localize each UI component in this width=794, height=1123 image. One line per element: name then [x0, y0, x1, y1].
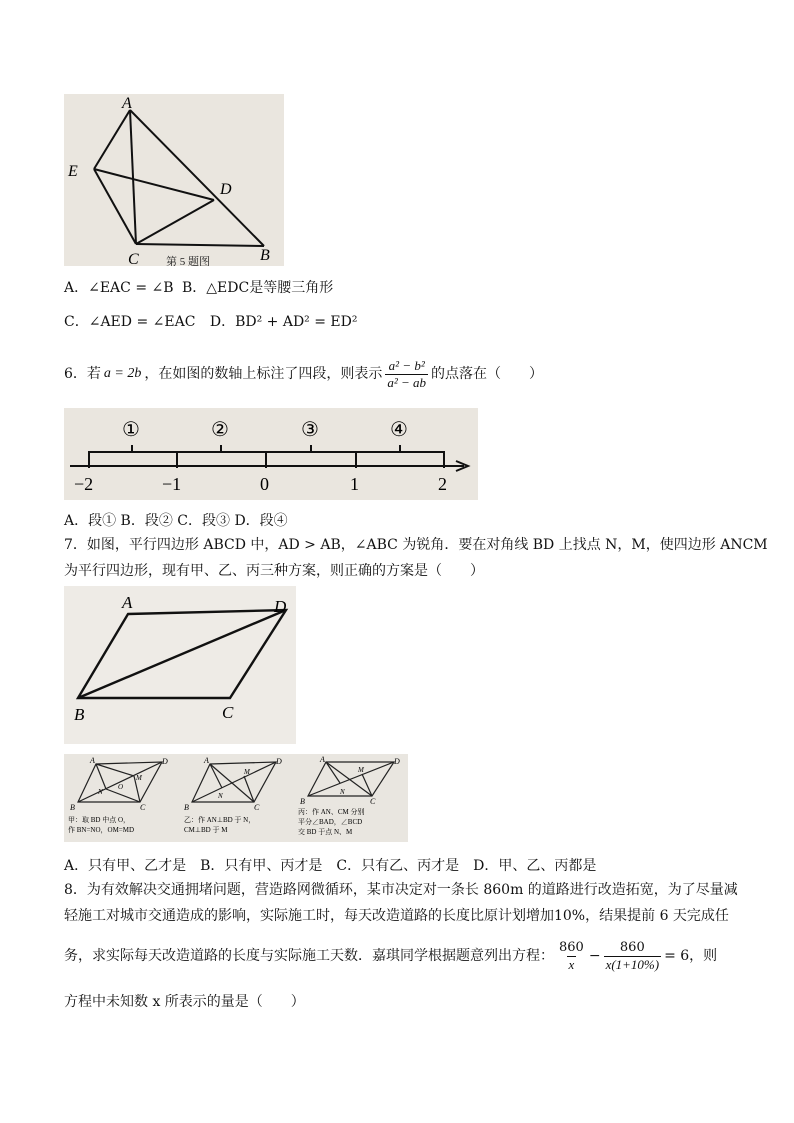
tick-label-1: 1 [350, 474, 359, 494]
svg-text:D: D [162, 757, 168, 766]
q8-equation-frac2 [604, 940, 662, 973]
scheme-yi-diagram [182, 756, 294, 840]
q6-numberline-figure [64, 408, 478, 500]
q5-label-b: B [260, 247, 270, 264]
segment-label-4: ④ [390, 419, 408, 441]
scheme-bing-diagram [296, 756, 408, 840]
segment-label-2: ② [211, 419, 229, 441]
q8-line3-prefix: 务，求实际每天改造道路的长度与实际施工天数．嘉琪同学根据题意列出方程： [64, 948, 554, 964]
svg-text:D: D [394, 757, 400, 766]
svg-text:A: A [320, 756, 325, 764]
q5-label-c: C [128, 251, 139, 266]
q7-label-a: A [122, 593, 133, 612]
q6-options: A．段① B．段② C．段③ D．段④ [64, 513, 288, 529]
q8-equation-rhs: = 6，则 [664, 948, 718, 964]
q8-frac2-numerator: 860 [619, 939, 645, 955]
q8-frac1-numerator: 860 [559, 939, 584, 955]
q8-frac2-denominator: x(1+10%) [605, 956, 660, 972]
svg-text:M: M [358, 766, 364, 774]
q5-triangle-diagram [64, 94, 284, 266]
q6-condition: a = 2b [103, 366, 142, 381]
q6-frac-denominator: a² − ab [387, 374, 427, 390]
q8-stem-line3 [64, 936, 717, 976]
q5-option-b: B．△EDC是等腰三角形 [182, 280, 334, 296]
tick-label-neg2: −2 [74, 474, 94, 494]
q8-stem-line4: 方程中未知数 x 所表示的量是（ ） [64, 994, 305, 1010]
q5-options-line1 [64, 278, 333, 298]
svg-text:A: A [204, 756, 209, 765]
scheme-yi-text2: CM⊥BD 于 M [184, 826, 228, 834]
q6-suffix: 的点落在（ ） [431, 366, 544, 382]
q7-label-d: D [274, 597, 287, 616]
number-line [64, 408, 478, 500]
svg-text:M: M [244, 768, 250, 776]
q6-fraction [385, 358, 428, 391]
q5-options-line2 [64, 312, 357, 332]
scheme-bing-text1: 丙：作 AN、CM 分别 [298, 808, 365, 816]
q7-label-b: B [74, 705, 85, 724]
svg-text:B: B [184, 803, 189, 812]
q7-label-c: C [222, 703, 234, 722]
q8-stem-line2: 轻施工对城市交通造成的影响，实际施工时，每天改造道路的长度比原计划增加10%，结果提前 6 天完成任 [64, 908, 729, 924]
svg-text:N: N [218, 792, 223, 800]
svg-text:D: D [276, 757, 282, 766]
parallelogram-diagram [64, 586, 296, 744]
q8-stem-line1: 8．为有效解决交通拥堵问题，营造路网微循环，某市决定对一条长 860m 的道路进行改造拓宽，为了尽量减 [64, 882, 738, 898]
scheme-jia-text2: 作 BN=NO，OM=MD [68, 826, 135, 834]
svg-text:C: C [140, 803, 146, 812]
scheme-bing-text3: 交 BD 于点 N、M [298, 828, 353, 836]
q8-equation-frac1 [557, 940, 586, 973]
q8-minus: − [588, 948, 601, 964]
q6-stem [64, 356, 543, 392]
q5-label-a: A [122, 95, 132, 112]
segment-label-3: ③ [301, 419, 319, 441]
svg-text:O: O [118, 783, 124, 791]
q7-schemes-figure [64, 754, 408, 842]
svg-text:B: B [300, 797, 305, 806]
tick-label-neg1: −1 [162, 474, 182, 494]
q6-prefix: 6．若 [64, 366, 101, 382]
q6-middle: ，在如图的数轴上标注了四段，则表示 [144, 366, 383, 382]
q5-figure [64, 94, 284, 266]
svg-text:N: N [98, 788, 103, 796]
q8-frac1-denominator: x [568, 956, 575, 972]
svg-text:M: M [136, 774, 142, 782]
tick-label-0: 0 [260, 474, 269, 494]
q5-label-e: E [68, 163, 78, 180]
q7-parallelogram-figure [64, 586, 296, 744]
q5-option-a: A．∠EAC = ∠B [64, 280, 174, 296]
q7-stem-line1: 7．如图，平行四边形 ABCD 中，AD > AB，∠ABC 为锐角．要在对角线 BD 上找点 N，M，使四边形 ANCM [64, 537, 768, 553]
svg-text:A: A [90, 756, 95, 765]
svg-text:C: C [370, 797, 376, 806]
q7-options: A．只有甲、乙才是 B．只有甲、丙才是 C．只有乙、丙才是 D．甲、乙、丙都是 [64, 858, 597, 874]
scheme-bing-text2: 平分∠BAD，∠BCD [298, 818, 363, 826]
q5-figure-caption: 第 5 题图 [166, 256, 210, 266]
scheme-jia-text1: 甲：取 BD 中点 O， [68, 816, 131, 824]
svg-text:B: B [70, 803, 75, 812]
svg-text:C: C [254, 803, 260, 812]
tick-label-2: 2 [438, 474, 447, 494]
q7-stem-line2: 为平行四边形，现有甲、乙、丙三种方案，则正确的方案是（ ） [64, 563, 484, 579]
scheme-yi-text1: 乙：作 AN⊥BD 于 N， [184, 816, 256, 824]
svg-text:N: N [340, 788, 345, 796]
scheme-jia-diagram [66, 756, 178, 840]
q5-option-c: C．∠AED = ∠EAC [64, 314, 196, 330]
segment-label-1: ① [122, 419, 140, 441]
q5-label-d: D [220, 181, 232, 198]
q5-option-d: D．BD² + AD² = ED² [209, 314, 358, 330]
q6-frac-numerator: a² − b² [388, 357, 425, 373]
